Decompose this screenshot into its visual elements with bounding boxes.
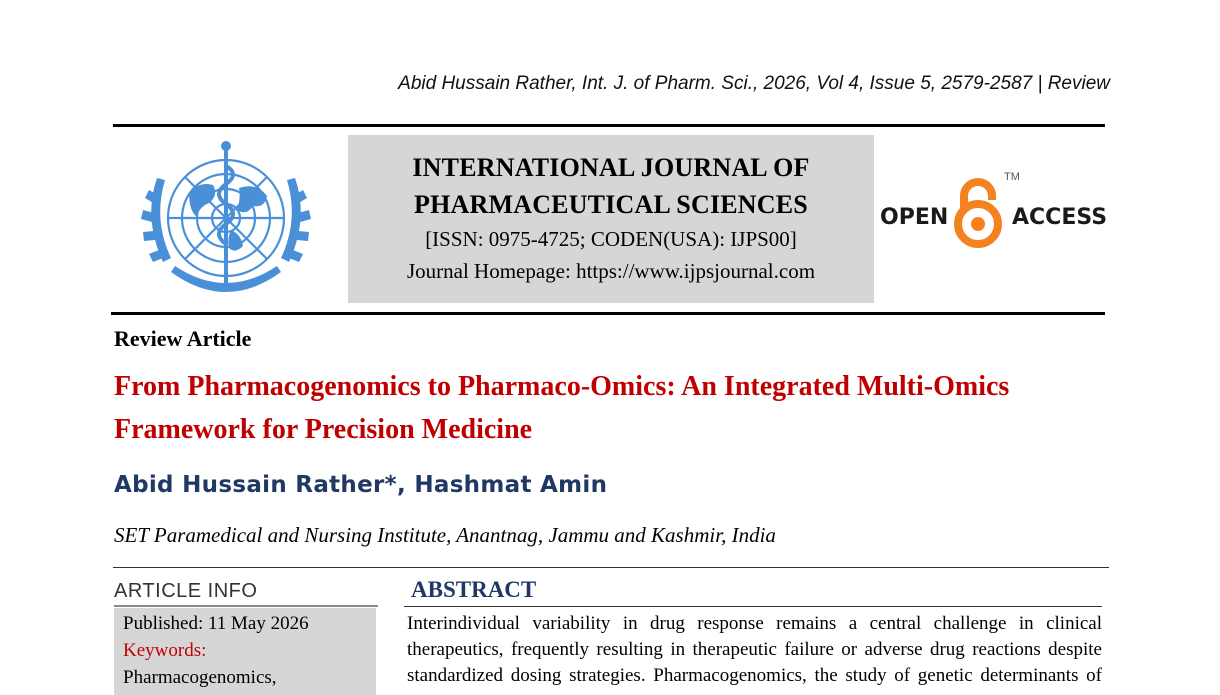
abstract-line: Interindividual variability in drug response remains a central challenge in clinical — [407, 613, 1102, 634]
trademark-mark: TM — [1004, 171, 1020, 183]
article-affiliation: SET Paramedical and Nursing Institute, Anantnag, Jammu and Kashmir, India — [114, 523, 776, 547]
article-title: From Pharmacogenomics to Pharmaco-Omics: An Integrated Multi-Omics Framework for Precision Medicine — [114, 371, 1010, 445]
journal-title-line1: INTERNATIONAL JOURNAL OF — [412, 153, 810, 182]
abstract-line: standardized dosing strategies. Pharmacogenomics, the study of genetic determinants of — [407, 665, 1102, 686]
open-access-right: ACCESS — [1012, 205, 1108, 230]
keyword-item: Pharmacogenomics, — [123, 667, 277, 688]
open-access-left: OPEN — [880, 205, 949, 230]
journal-title-line2: PHARMACEUTICAL SCIENCES — [414, 190, 808, 219]
top-rule — [113, 124, 1105, 127]
abstract-rule — [404, 606, 1102, 607]
journal-emblem-icon — [127, 138, 325, 306]
citation-header: Abid Hussain Rather, Int. J. of Pharm. Sci., 2026, Vol 4, Issue 5, 2579-2587 | Review — [398, 73, 1110, 94]
article-info-rule — [114, 605, 378, 607]
abstract-heading: ABSTRACT — [411, 577, 537, 602]
article-type: Review Article — [114, 326, 252, 351]
journal-issn: [ISSN: 0975-4725; CODEN(USA): IJPS00] — [425, 227, 797, 251]
article-info-box — [114, 608, 376, 695]
abstract-body — [407, 611, 1102, 689]
open-access-logo — [878, 166, 1108, 256]
abstract-line: therapeutics, frequently resulting in therapeutic failure or adverse drug reactions despite — [407, 639, 1102, 660]
article-authors: Abid Hussain Rather*, Hashmat Amin — [114, 472, 608, 498]
article-info-heading: ARTICLE INFO — [114, 580, 258, 602]
published-date: Published: 11 May 2026 — [123, 613, 309, 634]
journal-masthead — [348, 135, 874, 303]
section-divider — [113, 567, 1109, 568]
bottom-rule — [111, 312, 1105, 315]
keywords-label: Keywords: — [123, 640, 207, 661]
journal-homepage[interactable]: Journal Homepage: https://www.ijpsjournal.com — [406, 259, 816, 283]
